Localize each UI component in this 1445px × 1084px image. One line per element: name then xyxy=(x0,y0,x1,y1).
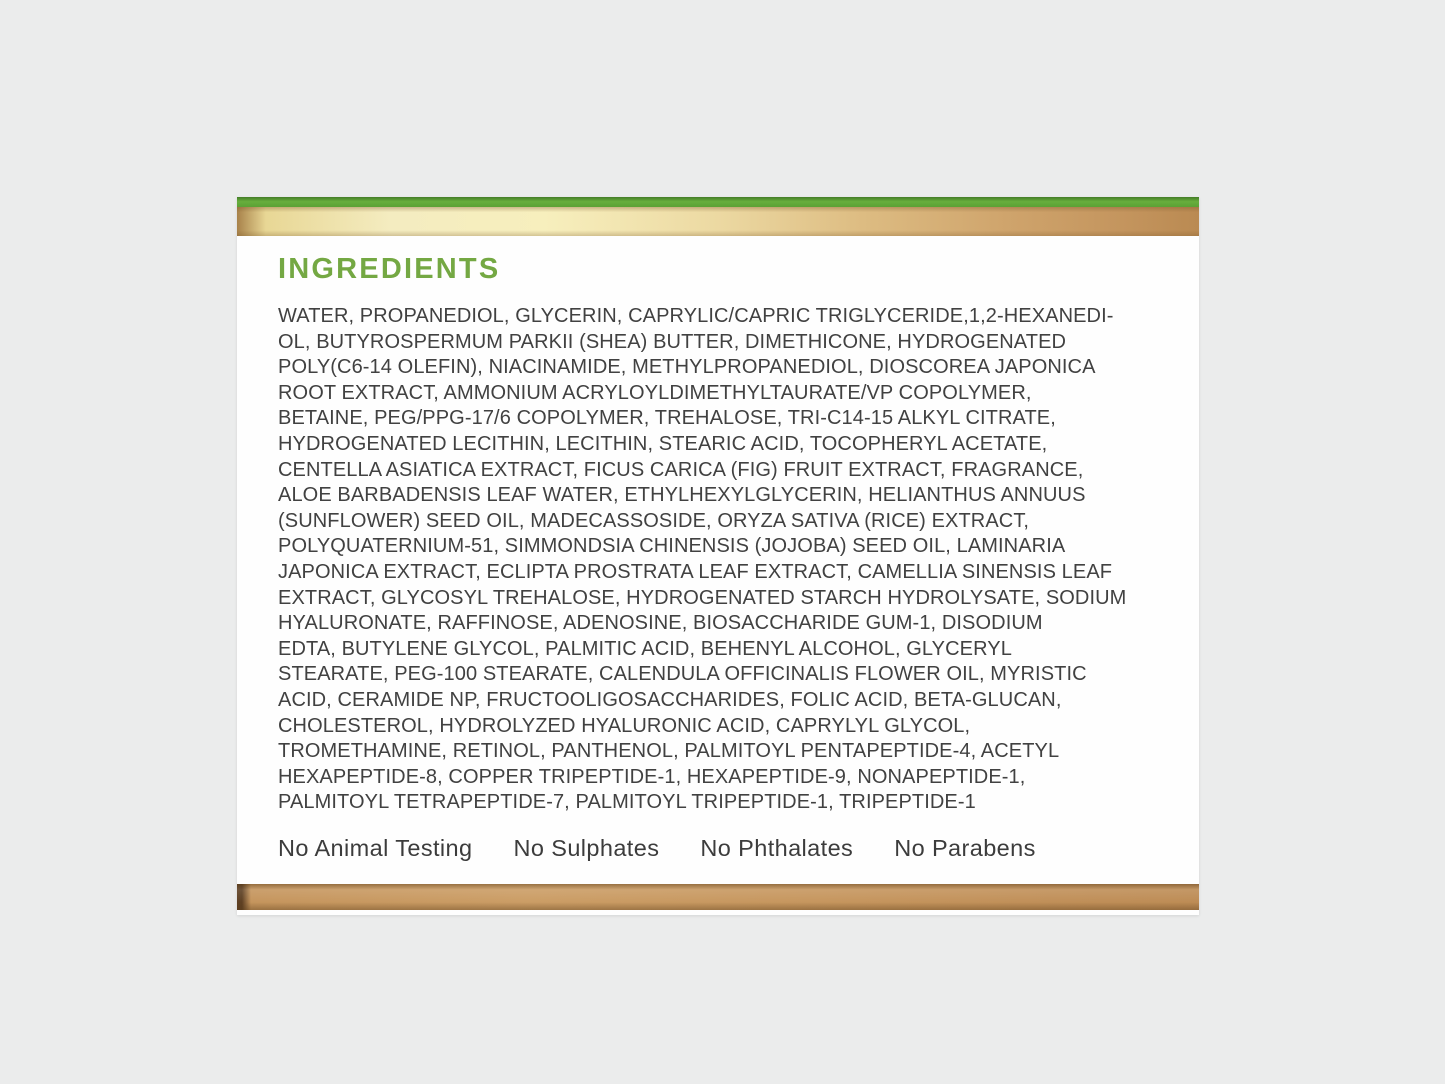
box-bottom-gold-band xyxy=(237,884,1199,910)
ingredients-line: POLY(C6-14 OLEFIN), NIACINAMIDE, METHYLPROPANEDIOL, DIOSCOREA JAPONICA xyxy=(278,356,1096,379)
ingredients-line: ROOT EXTRACT, AMMONIUM ACRYLOYLDIMETHYLTAURATE/VP COPOLYMER, xyxy=(278,381,1032,404)
box-top-gold-band xyxy=(237,207,1199,236)
product-box-back-panel xyxy=(237,197,1199,915)
label-content xyxy=(237,236,1199,863)
ingredients-line: HYDROGENATED LECITHIN, LECITHIN, STEARIC ACID, TOCOPHERYL ACETATE, xyxy=(278,432,1048,455)
ingredients-line: TROMETHAMINE, RETINOL, PANTHENOL, PALMITOYL PENTAPEPTIDE-4, ACETYL xyxy=(278,740,1060,763)
ingredients-heading: INGREDIENTS xyxy=(278,253,501,285)
claims-row xyxy=(278,833,1179,863)
ingredients-line: ALOE BARBADENSIS LEAF WATER, ETHYLHEXYLGLYCERIN, HELIANTHUS ANNUUS xyxy=(278,484,1086,507)
ingredients-line: BETAINE, PEG/PPG-17/6 COPOLYMER, TREHALOSE, TRI-C14-15 ALKYL CITRATE, xyxy=(278,407,1056,430)
ingredients-line: PALMITOYL TETRAPEPTIDE-7, PALMITOYL TRIPEPTIDE-1, TRIPEPTIDE-1 xyxy=(278,791,976,814)
ingredients-line: HEXAPEPTIDE-8, COPPER TRIPEPTIDE-1, HEXAPEPTIDE-9, NONAPEPTIDE-1, xyxy=(278,765,1026,788)
ingredients-line: ACID, CERAMIDE NP, FRUCTOOLIGOSACCHARIDES, FOLIC ACID, BETA-GLUCAN, xyxy=(278,688,1062,711)
box-top-green-edge xyxy=(237,197,1199,207)
claim-no-sulphates: No Sulphates xyxy=(513,834,660,861)
ingredients-line: HYALURONATE, RAFFINOSE, ADENOSINE, BIOSACCHARIDE GUM-1, DISODIUM xyxy=(278,612,1043,635)
ingredients-line: WATER, PROPANEDIOL, GLYCERIN, CAPRYLIC/CAPRIC TRIGLYCERIDE,1,2-HEXANEDI- xyxy=(278,305,1114,327)
ingredients-line: OL, BUTYROSPERMUM PARKII (SHEA) BUTTER, DIMETHICONE, HYDROGENATED xyxy=(278,330,1067,353)
ingredients-line: POLYQUATERNIUM-51, SIMMONDSIA CHINENSIS (JOJOBA) SEED OIL, LAMINARIA xyxy=(278,535,1066,558)
ingredients-line: EXTRACT, GLYCOSYL TREHALOSE, HYDROGENATED STARCH HYDROLYSATE, SODIUM xyxy=(278,586,1127,609)
ingredients-line: EDTA, BUTYLENE GLYCOL, PALMITIC ACID, BEHENYL ALCOHOL, GLYCERYL xyxy=(278,637,1012,660)
ingredients-line: JAPONICA EXTRACT, ECLIPTA PROSTRATA LEAF EXTRACT, CAMELLIA SINENSIS LEAF xyxy=(278,560,1113,583)
ingredients-line: (SUNFLOWER) SEED OIL, MADECASSOSIDE, ORYZA SATIVA (RICE) EXTRACT, xyxy=(278,509,1030,532)
ingredients-line: CENTELLA ASIATICA EXTRACT, FICUS CARICA (FIG) FRUIT EXTRACT, FRAGRANCE, xyxy=(278,458,1084,481)
claim-no-parabens: No Parabens xyxy=(894,834,1036,861)
ingredients-list xyxy=(278,304,1179,816)
claim-no-phthalates: No Phthalates xyxy=(700,834,854,861)
ingredients-line: STEARATE, PEG-100 STEARATE, CALENDULA OFFICINALIS FLOWER OIL, MYRISTIC xyxy=(278,663,1087,686)
claim-no-animal-testing: No Animal Testing xyxy=(278,834,473,861)
ingredients-line: CHOLESTEROL, HYDROLYZED HYALURONIC ACID, CAPRYLYL GLYCOL, xyxy=(278,714,971,737)
